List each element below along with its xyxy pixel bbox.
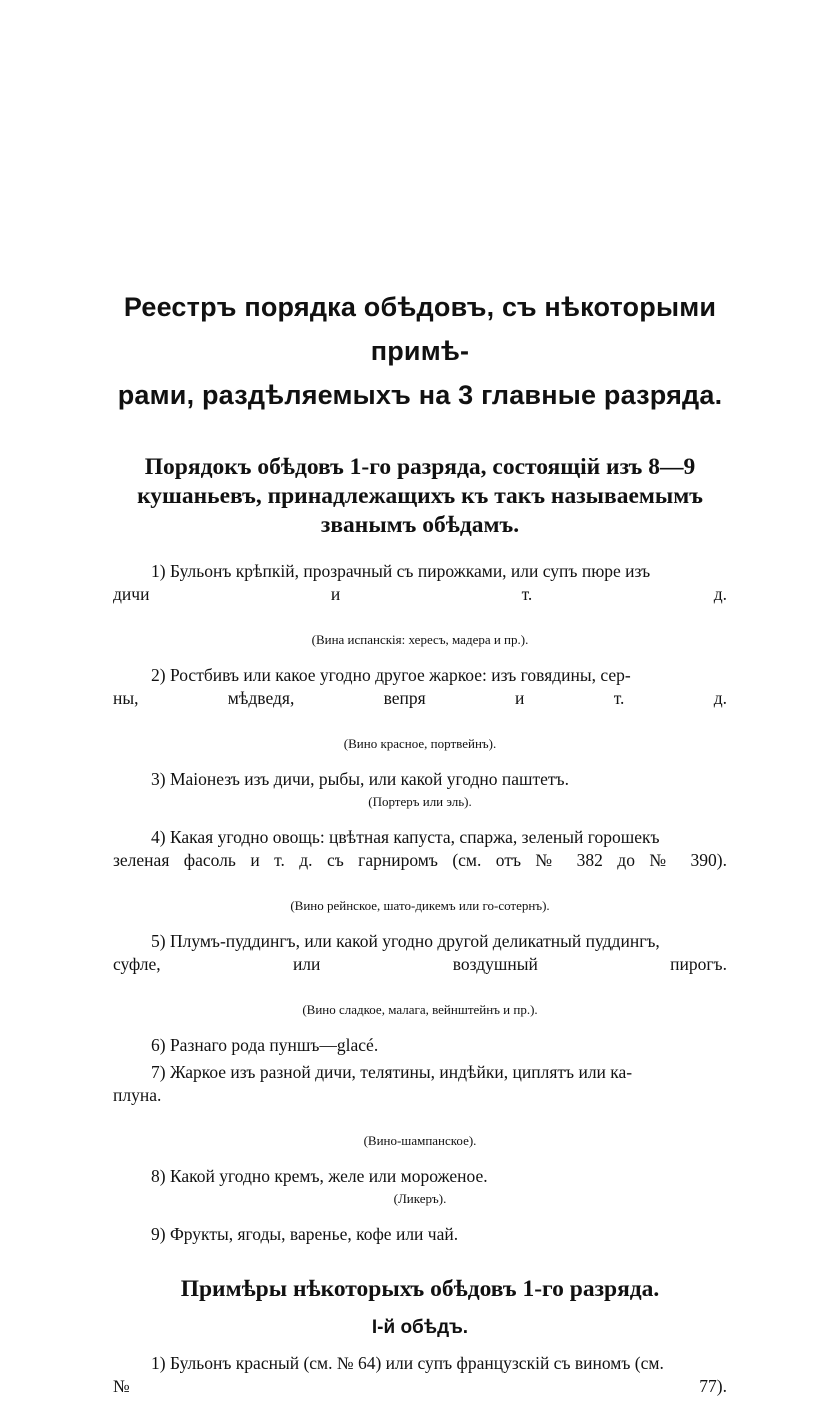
course-line: 5) Плумъ-пуддингъ, или какой угодно другой деликатный пуддингъ,	[151, 931, 660, 951]
main-title-line-1: Реестръ порядка обѣдовъ, съ нѣкоторыми примѣ-	[123, 292, 717, 366]
dinner-1-heading: I-й обѣдъ.	[371, 1317, 469, 1338]
course-text	[113, 664, 727, 733]
wine-pairing: (Портеръ или эль).	[368, 794, 472, 809]
course-text	[113, 1061, 727, 1130]
dinner-line: 1) Бульонъ красный (см. № 64) или супъ французскій съ виномъ (см.	[151, 1353, 664, 1373]
subtitle-line-2: кушаньевъ, принадлежащихъ къ такъ называемымъ	[137, 483, 703, 509]
course-line: суфле, или воздушный пирогъ.	[113, 954, 727, 974]
course-text: 6) Разнаго рода пуншъ—glacé.	[151, 1035, 379, 1055]
course-line: дичи и т. д.	[113, 584, 727, 604]
course-text	[113, 560, 727, 629]
course-text	[113, 930, 727, 999]
course-item-8	[113, 1165, 727, 1209]
examples-heading: Примѣры нѣкоторыхъ обѣдовъ 1-го разряда.	[180, 1276, 660, 1302]
wine-pairing: (Вино красное, портвейнъ).	[343, 736, 497, 751]
course-line: ны, мѣдведя, вепря и т. д.	[113, 688, 727, 708]
subtitle-line-1: Порядокъ обѣдовъ 1-го разряда, состоящій изъ 8—9	[144, 454, 696, 480]
course-item-7	[113, 1061, 727, 1151]
wine-pairing: (Ликеръ).	[393, 1191, 447, 1206]
course-item-9	[113, 1223, 727, 1246]
wine-pairing: (Вино-шампанское).	[363, 1133, 477, 1148]
main-title	[113, 285, 727, 417]
course-text: 9) Фрукты, ягоды, варенье, кофе или чай.	[151, 1224, 459, 1244]
course-item-2	[113, 664, 727, 754]
course-line: 2) Ростбивъ или какое угодно другое жаркое: изъ говядины, сер-	[151, 665, 631, 685]
course-line: 7) Жаркое изъ разной дичи, телятины, индѣйки, циплятъ или ка-	[151, 1062, 633, 1082]
wine-pairing: (Вино сладкое, малага, вейнштейнъ и пр.).	[302, 1002, 538, 1017]
dinner-line: № 77).	[113, 1376, 727, 1396]
course-line: зеленая фасоль и т. д. съ гарниромъ (см. отъ № 382 до № 390).	[113, 850, 727, 870]
course-line: 1) Бульонъ крѣпкій, прозрачный съ пирожками, или супъ пюре изъ	[151, 561, 651, 581]
course-line: плуна.	[113, 1085, 162, 1105]
dinner-1-course-1	[113, 1352, 727, 1421]
course-item-3	[113, 768, 727, 812]
course-text: 3) Маіонезъ изъ дичи, рыбы, или какой угодно паштетъ.	[151, 769, 569, 789]
course-item-6	[113, 1034, 727, 1057]
first-class-order-heading	[113, 453, 727, 540]
course-list	[113, 560, 727, 1246]
main-title-line-2: рами, раздѣляемыхъ на 3 главные разряда.	[117, 380, 723, 410]
course-line: 4) Какая угодно овощь: цвѣтная капуста, спаржа, зеленый горошекъ	[151, 827, 660, 847]
document-page	[113, 285, 727, 1421]
course-text	[113, 826, 727, 895]
course-item-5	[113, 930, 727, 1020]
course-item-4	[113, 826, 727, 916]
wine-pairing: (Вино рейнское, шато-дикемъ или го-сотернъ).	[290, 898, 550, 913]
course-item-1	[113, 560, 727, 650]
course-text: 8) Какой угодно кремъ, желе или мороженое.	[151, 1166, 488, 1186]
wine-pairing: (Вина испанскія: хересъ, мадера и пр.).	[311, 632, 529, 647]
subtitle-line-3: званымъ обѣдамъ.	[320, 512, 520, 538]
